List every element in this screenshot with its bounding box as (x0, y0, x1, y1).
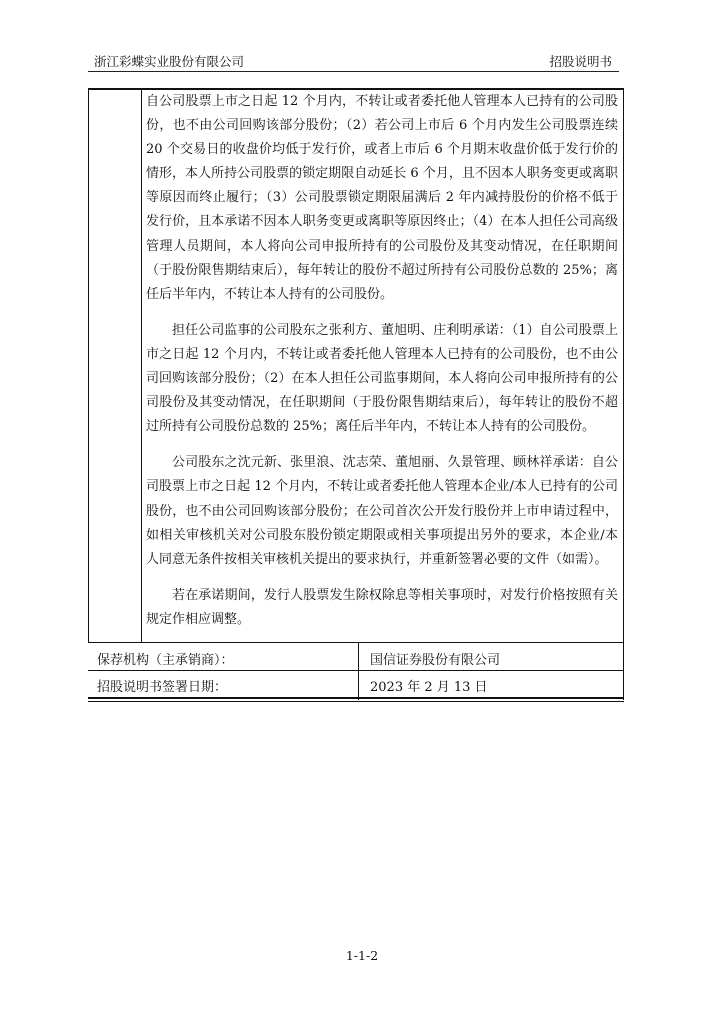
table-left-border (88, 90, 89, 642)
page-header (88, 50, 616, 70)
header-rule (88, 71, 619, 72)
commitment-paragraph-2: 担任公司监事的公司股东之张利方、董旭明、庄利明承诺：（1）自公司股票上市之日起 12 个月内，不转让或者委托他人管理本人已持有的公司股份，也不由公司回购该部分股份；（2）在本人担任公司监事期间，本人将向公司申报所持有的公司股份及其变动情况，在任职期间（于股份限售期结束后），每年转让的股份不超过所持有公司股份总数的 25%；离任后半年内，不转让本人持有的公司股份。 (146, 322, 618, 435)
sponsor-label: 保荐机构（主承销商）： (97, 653, 234, 668)
commitment-paragraph-1: 自公司股票上市之日起 12 个月内，不转让或者委托他人管理本人已持有的公司股份，也不由公司回购该部分股份；（2）若公司上市后 6 个月内发生公司股票连续 20 个交易日的收盘价均低于发行价，或者上市后 6 个月期末收盘价低于发行价的情形，本人所持公司股票的锁定期限自动延长 6 个月，且不因本人职务变更或离职等原因而终止履行；（3）公司股票锁定期限届满后 2 年内减持股份的价格不低于发行价，且本承诺不因本人职务变更或离职等原因终止；（4）在本人担任公司高级管理人员期间，本人将向公司申报所持有的公司股份及其变动情况，在任职期间（于股份限售期结束后），每年转让的股份不超过所持有公司股份总数的 25%；离任后半年内，不转让本人持有的公司股份。 (146, 94, 618, 302)
row-divider (88, 670, 624, 671)
page-number: 1-1-2 (345, 948, 379, 963)
signing-date-value: 2023 年 2 月 13 日 (370, 680, 488, 695)
commitment-paragraph-3: 公司股东之沈元新、张里浪、沈志荣、董旭丽、久景管理、顾林祥承诺：自公司股票上市之日起 12 个月内，不转让或者委托他人管理本企业/本人已持有的公司股份，也不由公司回购该部分股份；在公司首次公开发行股份并上市申请过程中，如相关审核机关对公司股东股份锁定期限或相关事项提出另外的要求，本企业/本人同意无条件按相关审核机关提出的要求执行，并重新签署必要的文件（如需）。 (146, 455, 618, 567)
row-divider (88, 642, 624, 643)
signing-date-label: 招股说明书签署日期： (97, 680, 228, 695)
commitment-text-cell (146, 90, 618, 632)
info-table (88, 90, 624, 700)
table-bottom-border-inner (88, 701, 624, 702)
header-company-name: 浙江彩蝶实业股份有限公司 (94, 54, 245, 69)
table-bottom-border (88, 697, 624, 699)
row-column-divider (358, 642, 359, 700)
sponsor-value: 国信证券股份有限公司 (370, 653, 501, 668)
table-column-divider (141, 90, 142, 642)
header-document-type: 招股说明书 (549, 54, 612, 69)
table-right-border (623, 90, 624, 700)
commitment-paragraph-4: 若在承诺期间，发行人股票发生除权除息等相关事项时，对发行价格按照有关规定作相应调整。 (146, 587, 618, 627)
